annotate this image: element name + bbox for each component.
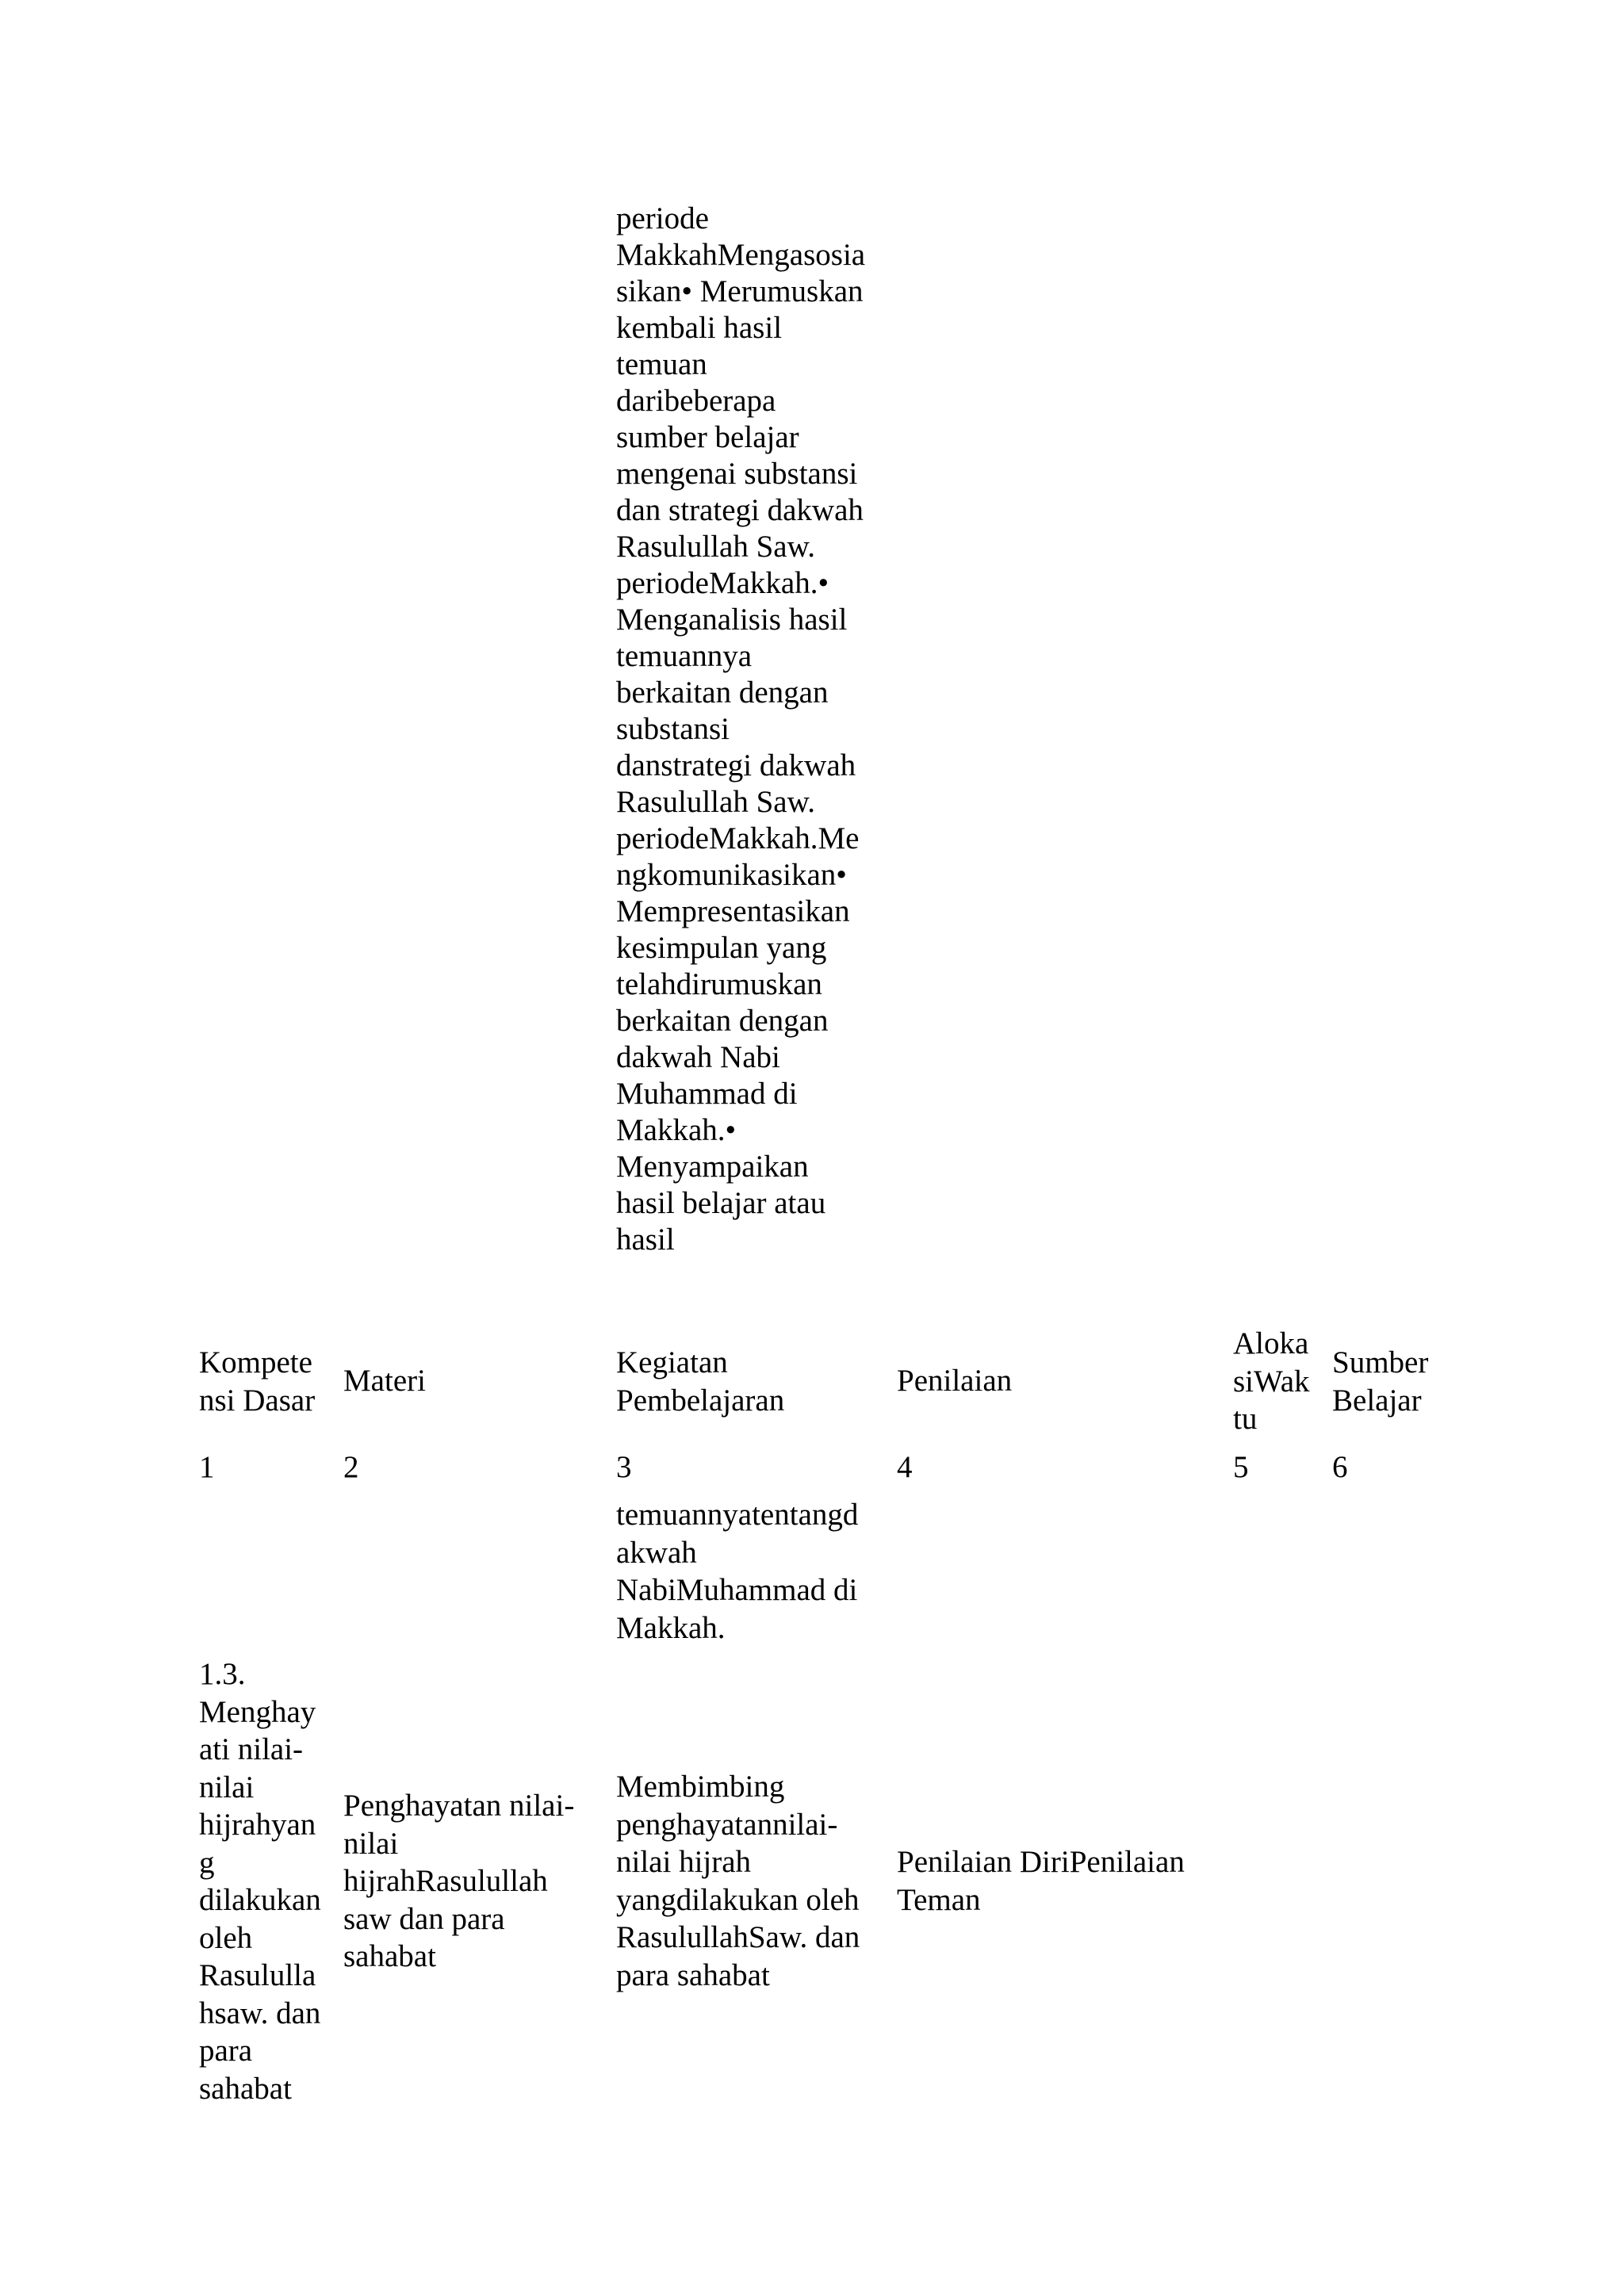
header-kompetensi-dasar: Kompete nsi Dasar <box>199 1345 316 1418</box>
kegiatan-continuation-top: periode MakkahMengasosia sikan• Merumuskan kembali hasil temuan daribeberapa sumber belajar mengenai substansi dan strategi dakwah Rasulullah Saw. periodeMakkah.• Menganalisis hasil temuannya berkaitan dengan substansi danstrategi dakwah Rasulullah Saw. periodeMakkah.Me ngkomunikasikan• Mempresentasikan kesimpulan yang telahdirumuskan berkaitan dengan dakwah Nabi Muhammad di Makkah.• Menyampaikan hasil belajar atau hasil <box>616 201 866 1257</box>
row-1-3-materi: Penghayatan nilai- nilai hijrahRasulullah saw dan para sahabat <box>343 1789 575 1973</box>
header-sumber-belajar: Sumber Belajar <box>1332 1345 1429 1418</box>
column-number-4: 4 <box>897 1450 913 1484</box>
column-number-2: 2 <box>343 1450 359 1484</box>
row-1-3-kegiatan: Membimbing penghayatannilai- nilai hijrah yangdilakukan oleh RasulullahSaw. dan para sahabat <box>616 1770 860 1992</box>
column-number-6: 6 <box>1332 1450 1348 1484</box>
column-number-1: 1 <box>199 1450 215 1484</box>
column-number-5: 5 <box>1233 1450 1249 1484</box>
column-number-3: 3 <box>616 1450 632 1484</box>
row-1-3-penilaian: Penilaian DiriPenilaian Teman <box>897 1845 1185 1917</box>
header-penilaian: Penilaian <box>897 1364 1013 1398</box>
header-materi: Materi <box>343 1364 426 1398</box>
row-1-3-kompetensi-dasar: 1.3. Menghay ati nilai- nilai hijrahyan g dilakukan oleh Rasululla hsaw. dan para sahabat <box>199 1657 321 2106</box>
header-kegiatan-pembelajaran: Kegiatan Pembelajaran <box>616 1345 785 1418</box>
header-alokasi-waktu: Aloka siWak tu <box>1233 1326 1310 1436</box>
kegiatan-continuation-bottom: temuannyatentangd akwah NabiMuhammad di Makkah. <box>616 1498 859 1645</box>
